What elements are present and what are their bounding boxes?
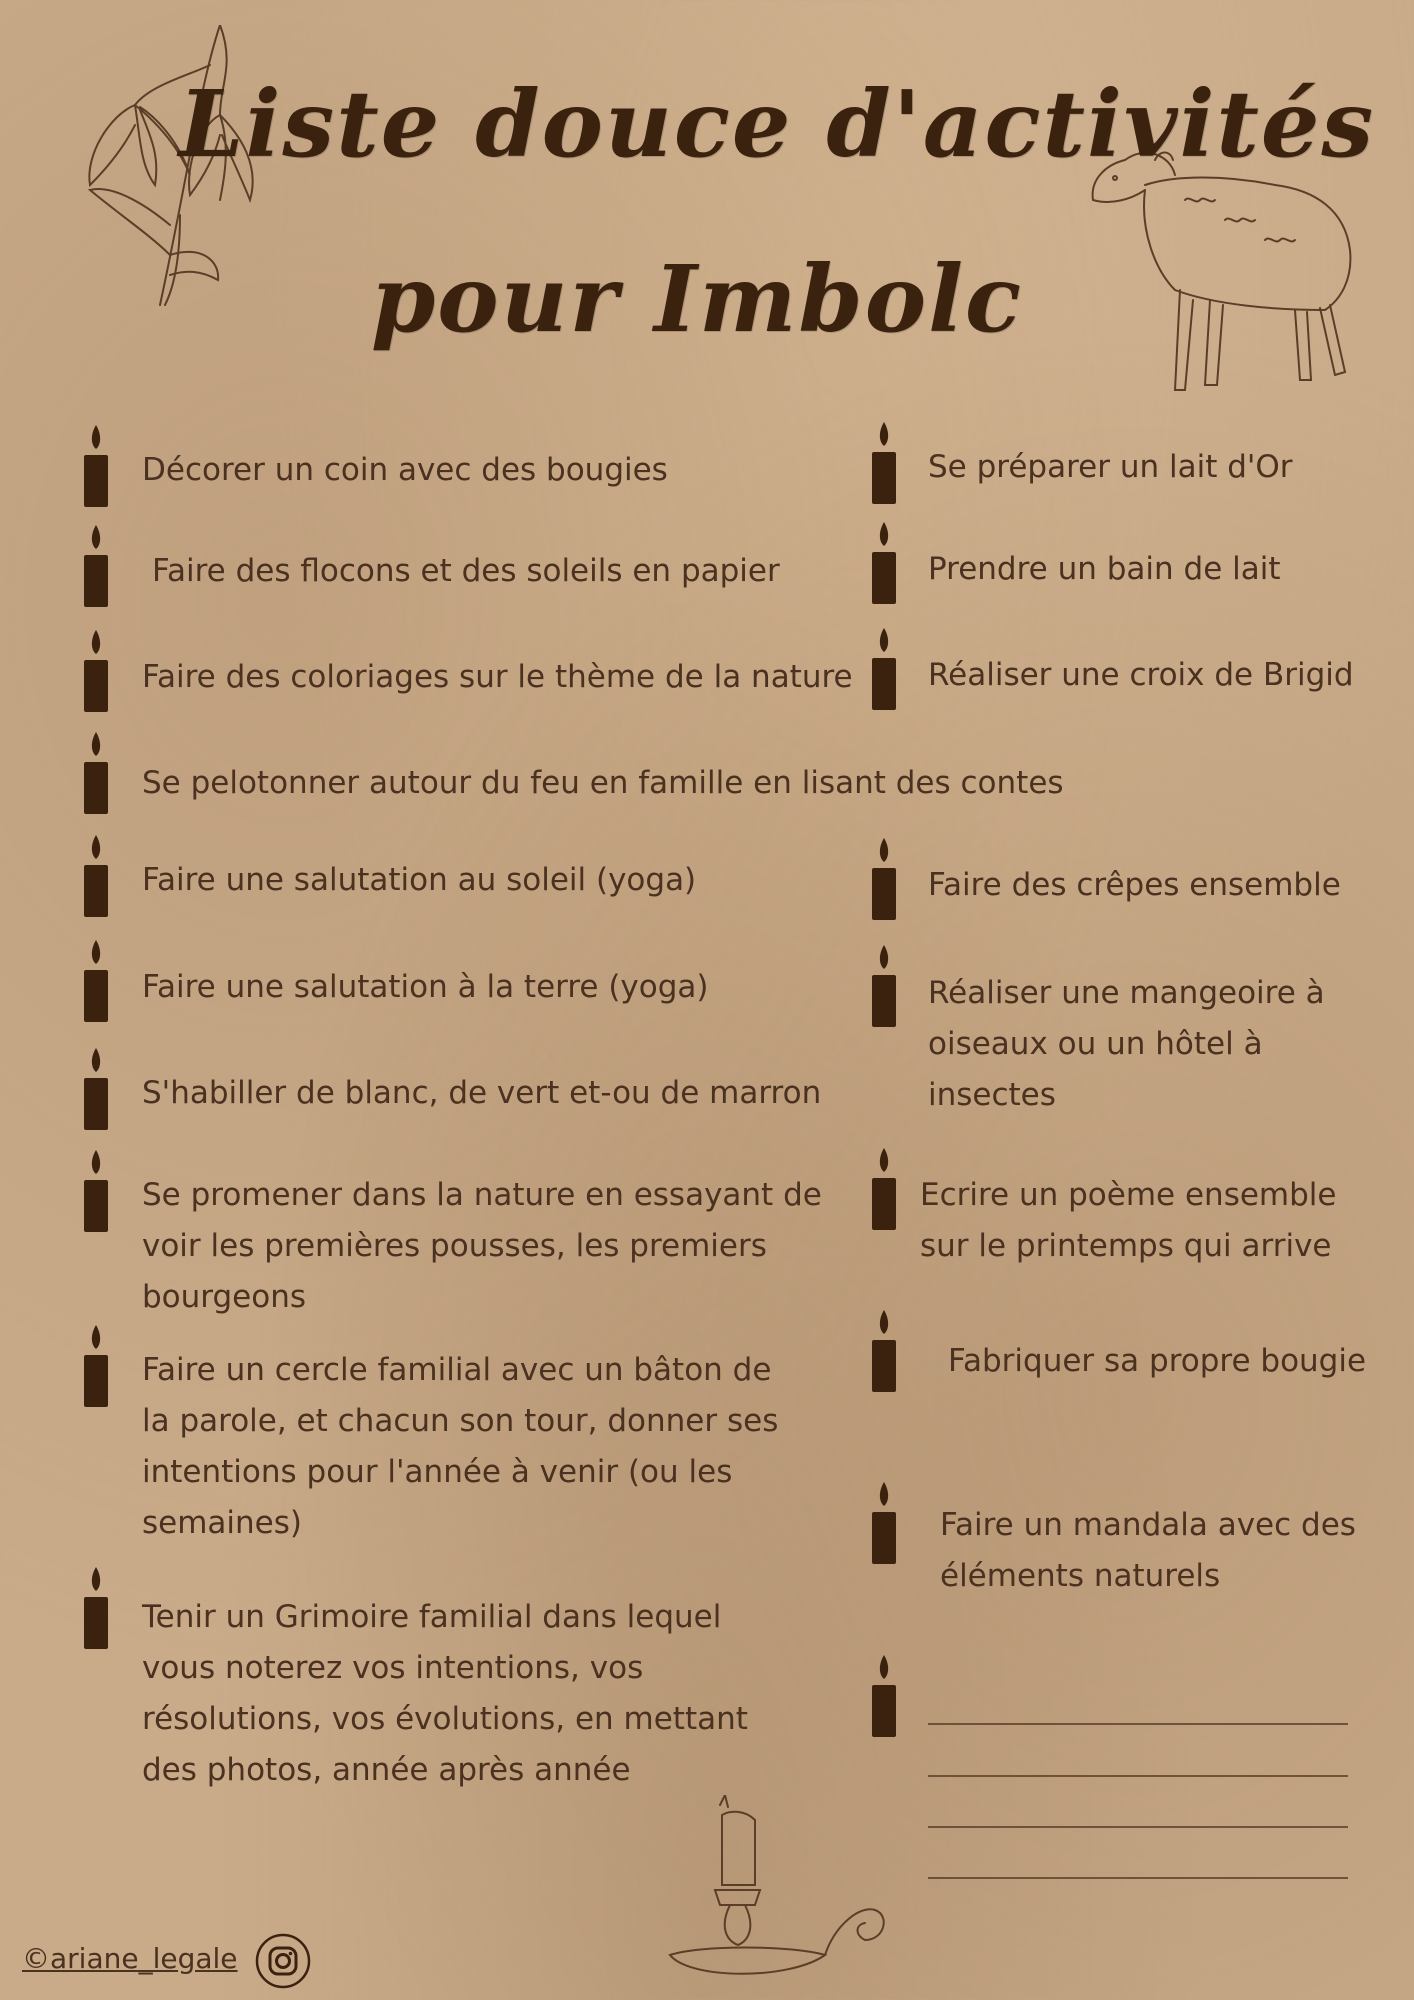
activity-item: Faire une salutation à la terre (yoga) — [142, 969, 709, 1005]
candle-icon — [870, 1482, 898, 1564]
activity-item: Faire des flocons et des soleils en papier — [152, 553, 780, 589]
candle-icon — [870, 945, 898, 1027]
candle-icon — [82, 1325, 110, 1407]
activity-item: Ecrire un poème ensemble sur le printemps qui arrive — [920, 1177, 1337, 1264]
activity-item: Réaliser une croix de Brigid — [928, 657, 1354, 693]
write-in-line[interactable] — [928, 1877, 1348, 1879]
candle-icon — [870, 422, 898, 504]
candle-icon — [870, 522, 898, 604]
candle-icon — [870, 1310, 898, 1392]
activity-item: Réaliser une mangeoire à oiseaux ou un hôtel à insectes — [928, 975, 1325, 1113]
activity-item: Faire un cercle familial avec un bâton de la parole, et chacun son tour, donner ses intentions pour l'année à venir (ou les semaines) — [142, 1352, 779, 1541]
page-title: Liste douce d'activités — [178, 70, 1376, 178]
candle-icon — [82, 1048, 110, 1130]
candle-icon — [82, 732, 110, 814]
activity-item: Tenir un Grimoire familial dans lequel vous noterez vos intentions, vos résolutions, vos évolutions, en mettant des photos, année après année — [142, 1599, 748, 1788]
activity-item: Faire des crêpes ensemble — [928, 867, 1341, 903]
candle-icon — [82, 525, 110, 607]
candle-icon — [870, 628, 898, 710]
candle-icon — [82, 425, 110, 507]
candle-icon — [870, 838, 898, 920]
activity-item: Faire un mandala avec des éléments naturels — [940, 1507, 1356, 1594]
candlestick-icon — [660, 1795, 900, 1985]
candle-icon — [82, 940, 110, 1022]
write-in-line[interactable] — [928, 1826, 1348, 1828]
activity-item: Décorer un coin avec des bougies — [142, 452, 668, 488]
candle-icon — [870, 1655, 898, 1737]
activity-item: Prendre un bain de lait — [928, 551, 1281, 587]
activity-item: Se promener dans la nature en essayant de voir les premières pousses, les premiers bourgeons — [142, 1177, 822, 1315]
instagram-icon[interactable] — [255, 1933, 311, 1989]
page-subtitle: pour Imbolc — [370, 245, 1024, 353]
activity-item: Se préparer un lait d'Or — [928, 449, 1293, 485]
activity-item: Se pelotonner autour du feu en famille en lisant des contes — [142, 765, 1064, 801]
candle-icon — [82, 835, 110, 917]
candle-icon — [870, 1148, 898, 1230]
candle-icon — [82, 630, 110, 712]
candle-icon — [82, 1150, 110, 1232]
write-in-line[interactable] — [928, 1775, 1348, 1777]
activity-item: S'habiller de blanc, de vert et-ou de marron — [142, 1075, 822, 1111]
write-in-line[interactable] — [928, 1723, 1348, 1725]
candle-icon — [82, 1567, 110, 1649]
activity-item: Fabriquer sa propre bougie — [948, 1343, 1367, 1379]
activity-item: Faire une salutation au soleil (yoga) — [142, 862, 697, 898]
author-credit[interactable]: ©ariane_legale — [22, 1942, 238, 1975]
activity-item: Faire des coloriages sur le thème de la nature — [142, 659, 853, 695]
